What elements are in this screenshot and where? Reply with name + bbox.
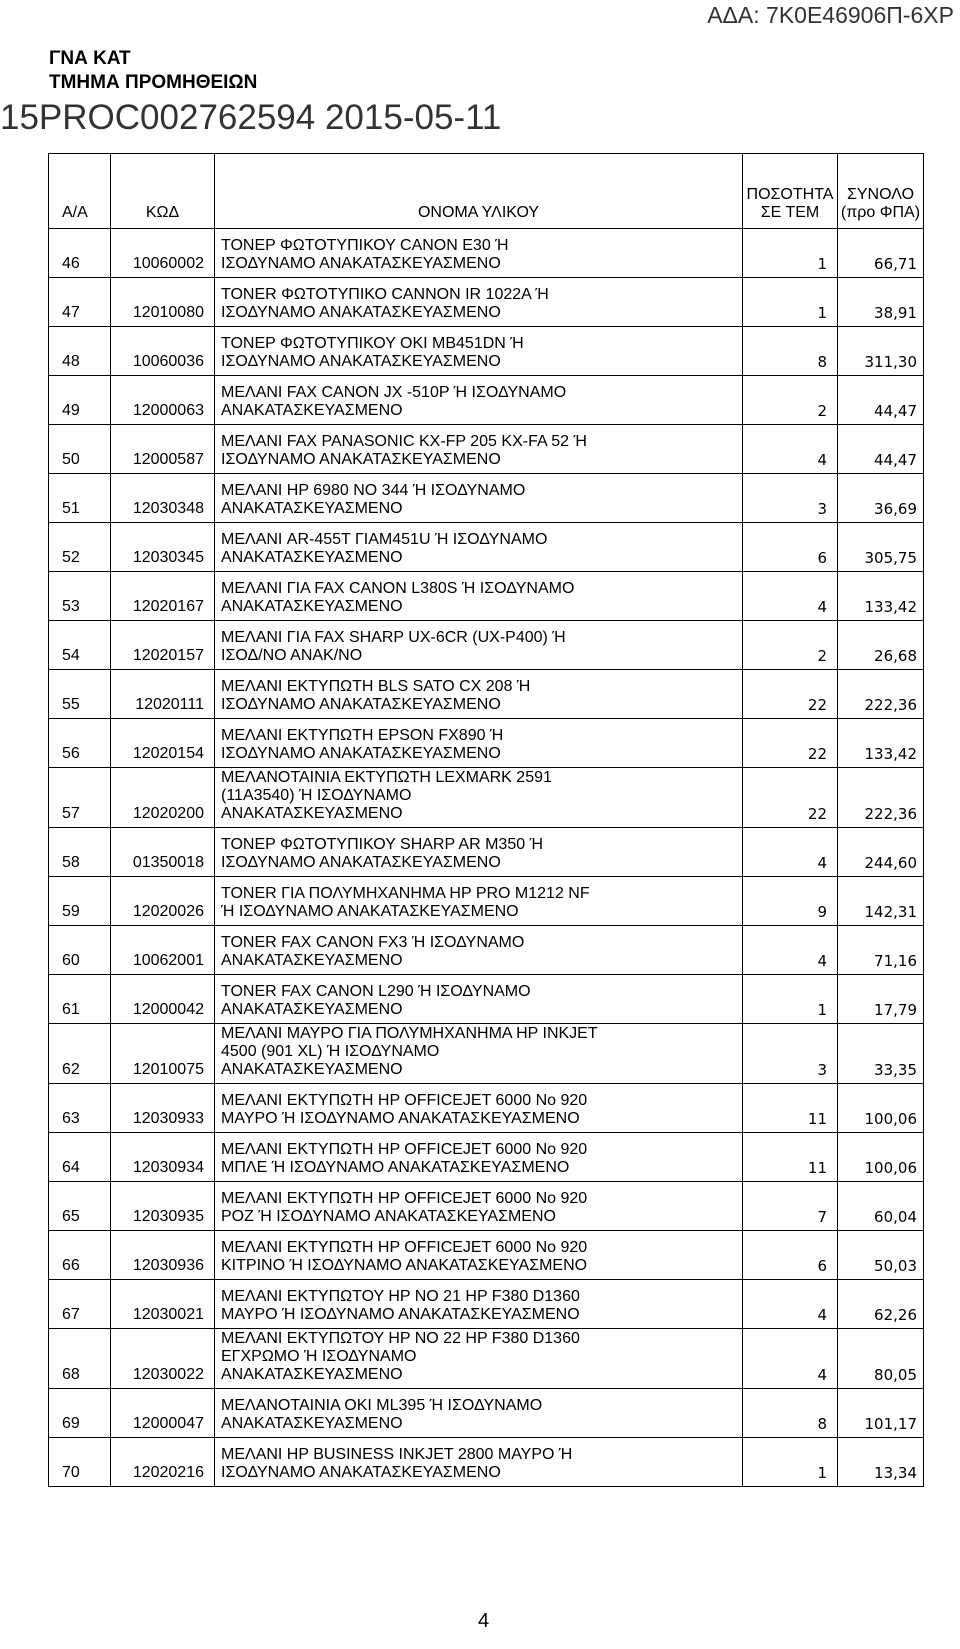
cell-material-name: TONER ΓΙΑ ΠΟΛΥΜΗΧΑΝΗΜΑ HP PRO M1212 NF Ή ΙΣΟΔΥΝΑΜΟ ΑΝΑΚΑΤΑΣΚΕΥΑΣΜΕΝΟ (215, 877, 743, 926)
cell-material-name: ΜΕΛΑΝΙ ΜΑΥΡΟ ΓΙΑ ΠΟΛΥΜΗΧΑΝΗΜΑ HP INKJET 4500 (901 XL) Ή ΙΣΟΔΥΝΑΜΟ ΑΝΑΚΑΤΑΣΚΕΥΑΣΜΕΝΟ (215, 1024, 743, 1084)
cell-aa: 70 (49, 1438, 111, 1487)
cell-aa: 69 (49, 1389, 111, 1438)
cell-code: 12020111 (111, 670, 215, 719)
cell-total: 311,30 (838, 327, 924, 376)
cell-total: 26,68 (838, 621, 924, 670)
cell-total: 142,31 (838, 877, 924, 926)
column-header-code: ΚΩΔ (111, 154, 215, 229)
table-header-row (49, 154, 924, 229)
cell-code: 12030934 (111, 1133, 215, 1182)
cell-material-name: ΜΕΛΑΝΙ ΕΚΤΥΠΩΤΗ HP OFFICEJET 6000 No 920 ΜΑΥΡΟ Ή ΙΣΟΔΥΝΑΜΟ ΑΝΑΚΑΤΑΣΚΕΥΑΣΜΕΝΟ (215, 1084, 743, 1133)
cell-material-name: ΜΕΛΑΝΙ HP BUSINESS INKJET 2800 ΜΑΥΡΟ Ή ΙΣΟΔΥΝΑΜΟ ΑΝΑΚΑΤΑΣΚΕΥΑΣΜΕΝΟ (215, 1438, 743, 1487)
cell-quantity: 7 (743, 1182, 838, 1231)
cell-quantity: 4 (743, 1280, 838, 1329)
cell-aa: 55 (49, 670, 111, 719)
table-row (49, 278, 924, 327)
cell-code: 12020157 (111, 621, 215, 670)
cell-total: 62,26 (838, 1280, 924, 1329)
column-header-total: ΣΥΝΟΛΟ (προ ΦΠΑ) (838, 154, 924, 229)
cell-quantity: 8 (743, 327, 838, 376)
cell-material-name: ΜΕΛΑΝΟΤΑΙΝΙΑ ΕΚΤΥΠΩΤΗ LEXMARK 2591 (11A3540) Ή ΙΣΟΔΥΝΑΜΟ ΑΝΑΚΑΤΑΣΚΕΥΑΣΜΕΝΟ (215, 768, 743, 828)
column-header-name: ΟΝΟΜΑ ΥΛΙΚΟΥ (215, 154, 743, 229)
cell-aa: 51 (49, 474, 111, 523)
cell-quantity: 4 (743, 572, 838, 621)
cell-quantity: 2 (743, 376, 838, 425)
cell-material-name: ΜΕΛΑΝΙ HP 6980 NO 344 Ή ΙΣΟΔΥΝΑΜΟ ΑΝΑΚΑΤΑΣΚΕΥΑΣΜΕΝΟ (215, 474, 743, 523)
cell-code: 12000042 (111, 975, 215, 1024)
cell-code: 10060036 (111, 327, 215, 376)
cell-material-name: ΤΟΝΕΡ ΦΩΤΟΤΥΠΙΚΟΥ OKI MB451DN Ή ΙΣΟΔΥΝΑΜΟ ΑΝΑΚΑΤΑΣΚΕΥΑΣΜΕΝΟ (215, 327, 743, 376)
table-row (49, 828, 924, 877)
cell-code: 12000587 (111, 425, 215, 474)
cell-quantity: 1 (743, 975, 838, 1024)
table-row (49, 1280, 924, 1329)
cell-quantity: 22 (743, 719, 838, 768)
cell-quantity: 4 (743, 1329, 838, 1389)
cell-quantity: 4 (743, 425, 838, 474)
table-row (49, 1084, 924, 1133)
cell-total: 100,06 (838, 1133, 924, 1182)
cell-quantity: 6 (743, 523, 838, 572)
cell-material-name: ΜΕΛΑΝΙ ΕΚΤΥΠΩΤΗ HP OFFICEJET 6000 No 920 ΡΟΖ Ή ΙΣΟΔΥΝΑΜΟ ΑΝΑΚΑΤΑΣΚΕΥΑΣΜΕΝΟ (215, 1182, 743, 1231)
cell-aa: 56 (49, 719, 111, 768)
table-row (49, 768, 924, 828)
table-row (49, 425, 924, 474)
cell-material-name: TONER ΦΩΤΟΤΥΠΙΚΟ CANNON IR 1022A Ή ΙΣΟΔΥΝΑΜΟ ΑΝΑΚΑΤΑΣΚΕΥΑΣΜΕΝΟ (215, 278, 743, 327)
cell-material-name: ΜΕΛΑΝΙ ΓΙΑ FAX CANON L380S Ή ΙΣΟΔΥΝΑΜΟ ΑΝΑΚΑΤΑΣΚΕΥΑΣΜΕΝΟ (215, 572, 743, 621)
cell-code: 12020200 (111, 768, 215, 828)
cell-code: 12020216 (111, 1438, 215, 1487)
cell-code: 12010075 (111, 1024, 215, 1084)
org-name: ΓΝΑ ΚΑΤ (49, 48, 131, 69)
table-row (49, 1231, 924, 1280)
cell-total: 133,42 (838, 572, 924, 621)
cell-quantity: 1 (743, 1438, 838, 1487)
cell-code: 10062001 (111, 926, 215, 975)
table-row (49, 621, 924, 670)
cell-total: 60,04 (838, 1182, 924, 1231)
table-body (49, 229, 924, 1487)
cell-code: 12020026 (111, 877, 215, 926)
cell-aa: 50 (49, 425, 111, 474)
cell-quantity: 6 (743, 1231, 838, 1280)
cell-aa: 57 (49, 768, 111, 828)
cell-code: 10060002 (111, 229, 215, 278)
cell-total: 244,60 (838, 828, 924, 877)
cell-aa: 66 (49, 1231, 111, 1280)
cell-material-name: TONER FAX CANON L290 Ή ΙΣΟΔΥΝΑΜΟ ΑΝΑΚΑΤΑΣΚΕΥΑΣΜΕΝΟ (215, 975, 743, 1024)
cell-total: 36,69 (838, 474, 924, 523)
cell-aa: 52 (49, 523, 111, 572)
cell-quantity: 11 (743, 1084, 838, 1133)
cell-total: 222,36 (838, 768, 924, 828)
table-row (49, 877, 924, 926)
cell-aa: 65 (49, 1182, 111, 1231)
cell-material-name: ΜΕΛΑΝΙ ΕΚΤΥΠΩΤΗ HP OFFICEJET 6000 No 920 ΜΠΛΕ Ή ΙΣΟΔΥΝΑΜΟ ΑΝΑΚΑΤΑΣΚΕΥΑΣΜΕΝΟ (215, 1133, 743, 1182)
cell-material-name: ΜΕΛΑΝΙ FAX PANASONIC KX-FP 205 KX-FA 52 Ή ΙΣΟΔΥΝΑΜΟ ΑΝΑΚΑΤΑΣΚΕΥΑΣΜΕΝΟ (215, 425, 743, 474)
cell-material-name: ΤΟΝΕΡ ΦΩΤΟΤΥΠΙΚΟΥ SHARP AR M350 Ή ΙΣΟΔΥΝΑΜΟ ΑΝΑΚΑΤΑΣΚΕΥΑΣΜΕΝΟ (215, 828, 743, 877)
cell-aa: 64 (49, 1133, 111, 1182)
cell-code: 12000063 (111, 376, 215, 425)
table-row (49, 1438, 924, 1487)
table-row (49, 975, 924, 1024)
cell-aa: 49 (49, 376, 111, 425)
cell-total: 133,42 (838, 719, 924, 768)
cell-material-name: ΜΕΛΑΝΟΤΑΙΝΙΑ OKI ML395 Ή ΙΣΟΔΥΝΑΜΟ ΑΝΑΚΑΤΑΣΚΕΥΑΣΜΕΝΟ (215, 1389, 743, 1438)
table-row (49, 1024, 924, 1084)
table-row (49, 523, 924, 572)
cell-quantity: 11 (743, 1133, 838, 1182)
cell-quantity: 4 (743, 926, 838, 975)
cell-code: 12020167 (111, 572, 215, 621)
cell-total: 305,75 (838, 523, 924, 572)
cell-quantity: 1 (743, 278, 838, 327)
procurement-id: 15PROC002762594 2015-05-11 (0, 98, 502, 137)
cell-aa: 47 (49, 278, 111, 327)
materials-table (48, 153, 924, 1487)
cell-code: 12030022 (111, 1329, 215, 1389)
cell-code: 12030933 (111, 1084, 215, 1133)
table-row (49, 1182, 924, 1231)
cell-total: 44,47 (838, 376, 924, 425)
cell-quantity: 3 (743, 474, 838, 523)
cell-aa: 68 (49, 1329, 111, 1389)
cell-total: 100,06 (838, 1084, 924, 1133)
cell-material-name: ΜΕΛΑΝΙ ΕΚΤΥΠΩΤΟΥ HP NO 22 HP F380 D1360 ΕΓΧΡΩΜΟ Ή ΙΣΟΔΥΝΑΜΟ ΑΝΑΚΑΤΑΣΚΕΥΑΣΜΕΝΟ (215, 1329, 743, 1389)
cell-quantity: 2 (743, 621, 838, 670)
cell-code: 01350018 (111, 828, 215, 877)
cell-quantity: 22 (743, 768, 838, 828)
cell-aa: 59 (49, 877, 111, 926)
cell-aa: 54 (49, 621, 111, 670)
cell-aa: 63 (49, 1084, 111, 1133)
cell-total: 38,91 (838, 278, 924, 327)
cell-aa: 61 (49, 975, 111, 1024)
cell-total: 17,79 (838, 975, 924, 1024)
cell-code: 12030345 (111, 523, 215, 572)
cell-material-name: ΜΕΛΑΝΙ ΕΚΤΥΠΩΤΟΥ HP NO 21 HP F380 D1360 ΜΑΥΡΟ Ή ΙΣΟΔΥΝΑΜΟ ΑΝΑΚΑΤΑΣΚΕΥΑΣΜΕΝΟ (215, 1280, 743, 1329)
cell-total: 66,71 (838, 229, 924, 278)
cell-quantity: 4 (743, 828, 838, 877)
cell-quantity: 9 (743, 877, 838, 926)
cell-aa: 53 (49, 572, 111, 621)
table-row (49, 474, 924, 523)
column-header-aa: Α/Α (49, 154, 111, 229)
cell-material-name: ΜΕΛΑΝΙ AR-455T ΓΙΑΜ451U Ή ΙΣΟΔΥΝΑΜΟ ΑΝΑΚΑΤΑΣΚΕΥΑΣΜΕΝΟ (215, 523, 743, 572)
cell-aa: 67 (49, 1280, 111, 1329)
table-row (49, 327, 924, 376)
cell-quantity: 8 (743, 1389, 838, 1438)
cell-total: 71,16 (838, 926, 924, 975)
cell-material-name: TONER FAX CANON FX3 Ή ΙΣΟΔΥΝΑΜΟ ΑΝΑΚΑΤΑΣΚΕΥΑΣΜΕΝΟ (215, 926, 743, 975)
cell-code: 12030936 (111, 1231, 215, 1280)
cell-total: 222,36 (838, 670, 924, 719)
cell-total: 80,05 (838, 1329, 924, 1389)
cell-material-name: ΜΕΛΑΝΙ ΓΙΑ FAX SHARP UX-6CR (UX-P400) Ή ΙΣΟΔ/ΝΟ ΑΝΑΚ/ΝΟ (215, 621, 743, 670)
cell-code: 12030021 (111, 1280, 215, 1329)
cell-code: 12020154 (111, 719, 215, 768)
table-row (49, 926, 924, 975)
cell-aa: 46 (49, 229, 111, 278)
table-row (49, 1133, 924, 1182)
cell-total: 101,17 (838, 1389, 924, 1438)
table-row (49, 670, 924, 719)
cell-code: 12030348 (111, 474, 215, 523)
cell-material-name: ΜΕΛΑΝΙ FAX CANON JX -510P Ή ΙΣΟΔΥΝΑΜΟ ΑΝΑΚΑΤΑΣΚΕΥΑΣΜΕΝΟ (215, 376, 743, 425)
cell-material-name: ΜΕΛΑΝΙ ΕΚΤΥΠΩΤΗ HP OFFICEJET 6000 No 920 ΚΙΤΡΙΝΟ Ή ΙΣΟΔΥΝΑΜΟ ΑΝΑΚΑΤΑΣΚΕΥΑΣΜΕΝΟ (215, 1231, 743, 1280)
cell-code: 12030935 (111, 1182, 215, 1231)
cell-aa: 60 (49, 926, 111, 975)
cell-code: 12000047 (111, 1389, 215, 1438)
cell-total: 13,34 (838, 1438, 924, 1487)
table-row (49, 1329, 924, 1389)
table-row (49, 376, 924, 425)
table-row (49, 719, 924, 768)
column-header-qty: ΠΟΣΟΤΗΤΑ ΣΕ ΤΕΜ (743, 154, 838, 229)
department-name: ΤΜΗΜΑ ΠΡΟΜΗΘΕΙΩΝ (49, 72, 258, 93)
cell-aa: 62 (49, 1024, 111, 1084)
table-row (49, 229, 924, 278)
cell-quantity: 22 (743, 670, 838, 719)
cell-material-name: ΜΕΛΑΝΙ ΕΚΤΥΠΩΤΗ BLS SATO CX 208 Ή ΙΣΟΔΥΝΑΜΟ ΑΝΑΚΑΤΑΣΚΕΥΑΣΜΕΝΟ (215, 670, 743, 719)
cell-total: 44,47 (838, 425, 924, 474)
cell-quantity: 3 (743, 1024, 838, 1084)
cell-material-name: ΤΟΝΕΡ ΦΩΤΟΤΥΠΙΚΟΥ CANON E30 Ή ΙΣΟΔΥΝΑΜΟ ΑΝΑΚΑΤΑΣΚΕΥΑΣΜΕΝΟ (215, 229, 743, 278)
cell-code: 12010080 (111, 278, 215, 327)
cell-aa: 48 (49, 327, 111, 376)
cell-material-name: ΜΕΛΑΝΙ ΕΚΤΥΠΩΤΗ EPSON FX890 Ή ΙΣΟΔΥΝΑΜΟ ΑΝΑΚΑΤΑΣΚΕΥΑΣΜΕΝΟ (215, 719, 743, 768)
cell-total: 33,35 (838, 1024, 924, 1084)
page-number: 4 (478, 1610, 490, 1632)
cell-quantity: 1 (743, 229, 838, 278)
table-row (49, 1389, 924, 1438)
table-row (49, 572, 924, 621)
cell-total: 50,03 (838, 1231, 924, 1280)
ada-code: ΑΔΑ: 7Κ0Ε46906Π-6ΧΡ (707, 2, 954, 28)
cell-aa: 58 (49, 828, 111, 877)
